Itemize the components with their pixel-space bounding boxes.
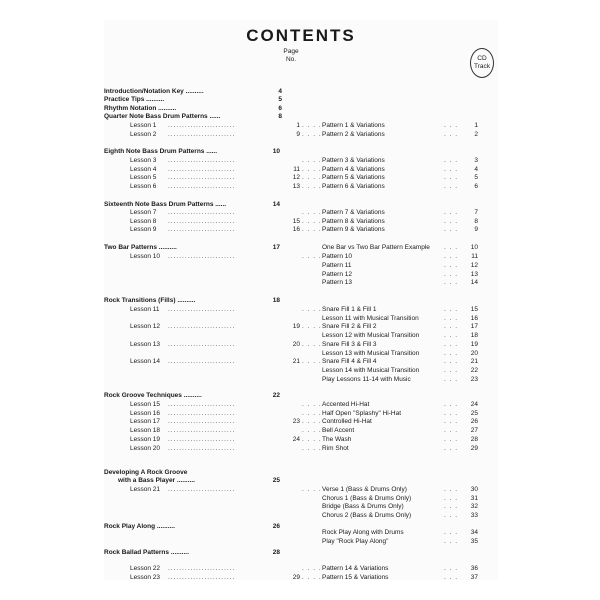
leader-dots: . . . . — [302, 122, 322, 129]
lesson-label: Lesson 10 — [130, 253, 160, 260]
cd-track-number: 30 — [470, 486, 478, 493]
cd-track-number: 3 — [474, 157, 478, 164]
track-title: Pattern 4 & Variations — [322, 166, 385, 173]
lesson-page-number: 16 — [292, 226, 300, 233]
leader-dots: . . . — [444, 376, 459, 383]
leader-dots: . . . — [444, 157, 459, 164]
toc-row — [104, 331, 498, 340]
section-label: Rock Transitions (Fills) .......... — [104, 297, 196, 304]
cd-track-number: 20 — [470, 350, 478, 357]
track-title: Half Open "Splashy" Hi-Hat — [322, 410, 402, 417]
lesson-label: Lesson 23 — [130, 574, 160, 580]
cd-track-number: 1 — [474, 122, 478, 129]
leader-dots: . . . — [444, 131, 459, 138]
leader-dots: . . . — [444, 486, 459, 493]
leader-dots: . . . . — [302, 306, 322, 313]
track-title: Pattern 14 & Variations — [322, 565, 389, 572]
cd-track-number: 37 — [470, 574, 478, 580]
leader-dots: ........................ — [168, 574, 236, 580]
page-header-line2: No. — [285, 56, 297, 63]
cd-track-number: 6 — [474, 183, 478, 190]
leader-dots: . . . . — [302, 427, 322, 434]
leader-dots: ........................ — [168, 253, 236, 260]
cd-track-number: 8 — [474, 218, 478, 225]
lesson-label: Lesson 5 — [130, 174, 157, 181]
track-title: Lesson 12 with Musical Transition — [322, 332, 420, 339]
track-title: Snare Fill 4 & Fill 4 — [322, 358, 377, 365]
track-title: Chorus 1 (Bass & Drums Only) — [322, 495, 412, 502]
toc-row — [104, 357, 498, 366]
section-page-number: 5 — [278, 96, 282, 103]
leader-dots: . . . . — [302, 574, 322, 580]
page-number-header — [280, 48, 302, 64]
cd-track-number: 25 — [470, 410, 478, 417]
track-title: The Wash — [322, 436, 352, 443]
track-title: Snare Fill 3 & Fill 3 — [322, 341, 377, 348]
lesson-page-number: 20 — [292, 341, 300, 348]
section-label: Practice Tips .......... — [104, 96, 165, 103]
section-page-number: 26 — [272, 523, 280, 530]
cd-track-number: 27 — [470, 427, 478, 434]
section-page-number: 6 — [278, 105, 282, 112]
lesson-label: Lesson 4 — [130, 166, 157, 173]
leader-dots: . . . — [444, 262, 459, 269]
cd-track-number: 23 — [470, 376, 478, 383]
track-title: Pattern 12 — [322, 271, 352, 278]
leader-dots: . . . — [444, 538, 459, 545]
leader-dots: . . . . — [302, 183, 322, 190]
section-page-number: 10 — [272, 148, 280, 155]
lesson-label: Lesson 18 — [130, 427, 160, 434]
track-title: Snare Fill 1 & Fill 1 — [322, 306, 377, 313]
toc-row — [104, 511, 498, 520]
track-title: Pattern 7 & Variations — [322, 209, 385, 216]
track-title: Lesson 11 with Musical Transition — [322, 315, 419, 322]
lesson-page-number: 11 — [293, 166, 300, 173]
leader-dots: . . . . — [302, 565, 322, 572]
lesson-label: Lesson 19 — [130, 436, 160, 443]
cd-track-number: 21 — [470, 358, 478, 365]
leader-dots: . . . . — [302, 209, 322, 216]
leader-dots: . . . — [444, 574, 459, 580]
section-heading — [104, 296, 498, 305]
cd-track-number: 22 — [470, 367, 478, 374]
leader-dots: . . . — [444, 271, 459, 278]
cd-track-number: 35 — [470, 538, 478, 545]
cd-track-number: 14 — [470, 279, 478, 286]
leader-dots: . . . . — [302, 323, 322, 330]
leader-dots: ........................ — [168, 486, 236, 493]
leader-dots: . . . . — [302, 341, 322, 348]
leader-dots: ........................ — [168, 183, 236, 190]
leader-dots: ........................ — [168, 358, 236, 365]
leader-dots: ........................ — [168, 226, 236, 233]
toc-row — [104, 173, 498, 182]
cd-track-number: 16 — [470, 315, 478, 322]
section-label: Rock Groove Techniques .......... — [104, 392, 202, 399]
lesson-label: Lesson 14 — [130, 358, 160, 365]
section-page-number: 28 — [272, 549, 280, 556]
page-title: CONTENTS — [246, 26, 356, 45]
page-header-line1: Page — [283, 48, 299, 55]
leader-dots: . . . — [444, 218, 459, 225]
leader-dots: ........................ — [168, 174, 236, 181]
leader-dots: . . . — [444, 418, 459, 425]
lesson-page-number: 21 — [292, 358, 300, 365]
leader-dots: . . . — [444, 367, 459, 374]
lesson-label: Lesson 16 — [130, 410, 160, 417]
leader-dots: . . . . — [302, 166, 322, 173]
track-title: Pattern 15 & Variations — [322, 574, 389, 580]
leader-dots: . . . — [444, 495, 459, 502]
leader-dots: ........................ — [168, 157, 236, 164]
section-label: with a Bass Player .......... — [118, 477, 195, 484]
leader-dots: ........................ — [168, 418, 236, 425]
lesson-label: Lesson 22 — [130, 565, 160, 572]
lesson-page-number: 12 — [292, 174, 300, 181]
lesson-label: Lesson 21 — [130, 486, 160, 493]
track-title: Pattern 8 & Variations — [322, 218, 385, 225]
track-title: Pattern 1 & Variations — [322, 122, 385, 129]
leader-dots: . . . — [444, 358, 459, 365]
track-title: Play "Rock Play Along" — [322, 538, 389, 545]
leader-dots: . . . — [444, 529, 459, 536]
leader-dots: ........................ — [168, 341, 236, 348]
leader-dots: . . . . — [302, 253, 322, 260]
section-label: Two Bar Patterns .......... — [104, 244, 177, 251]
cd-track-number: 24 — [470, 401, 478, 408]
lesson-label: Lesson 17 — [130, 418, 160, 425]
cd-track-number: 11 — [471, 253, 478, 260]
leader-dots: ........................ — [168, 427, 236, 434]
section-label: Eighth Note Bass Drum Patterns ...... — [104, 148, 218, 155]
leader-dots: . . . . — [302, 401, 322, 408]
toc-row — [104, 278, 498, 287]
cd-track-number: 4 — [474, 166, 478, 173]
lesson-label: Lesson 2 — [130, 131, 157, 138]
leader-dots: . . . . — [302, 445, 322, 452]
leader-dots: ........................ — [168, 218, 236, 225]
cd-track-number: 26 — [470, 418, 478, 425]
leader-dots: . . . . — [302, 418, 322, 425]
leader-dots: . . . — [444, 445, 459, 452]
toc-row — [104, 537, 498, 546]
leader-dots: ........................ — [168, 323, 236, 330]
leader-dots: ........................ — [168, 445, 236, 452]
toc-row — [104, 366, 498, 375]
leader-dots: . . . — [444, 209, 459, 216]
leader-dots: . . . — [444, 410, 459, 417]
leader-dots: . . . . — [302, 218, 322, 225]
toc-row — [104, 417, 498, 426]
lesson-label: Lesson 13 — [130, 341, 160, 348]
toc-row — [104, 322, 498, 331]
leader-dots: . . . — [444, 174, 459, 181]
toc-row — [104, 340, 498, 349]
lesson-page-number: 29 — [292, 574, 300, 580]
leader-dots: ........................ — [168, 209, 236, 216]
leader-dots: . . . — [444, 226, 459, 233]
toc-row — [104, 502, 498, 511]
lesson-page-number: 9 — [296, 131, 300, 138]
toc-row — [104, 435, 498, 444]
toc-row — [104, 573, 498, 580]
leader-dots: ........................ — [168, 131, 236, 138]
section-page-number: 22 — [272, 392, 280, 399]
section-page-number: 14 — [272, 201, 280, 208]
leader-dots: . . . — [444, 401, 459, 408]
leader-dots: . . . . — [302, 131, 322, 138]
track-title: Pattern 2 & Variations — [322, 131, 385, 138]
track-title: One Bar vs Two Bar Pattern Example — [322, 244, 430, 251]
toc-row — [104, 208, 498, 217]
leader-dots: . . . — [444, 565, 459, 572]
lesson-label: Lesson 1 — [130, 122, 157, 129]
toc-row — [104, 375, 498, 384]
leader-dots: . . . — [444, 315, 459, 322]
leader-dots: . . . — [444, 183, 459, 190]
toc-row — [104, 564, 498, 573]
leader-dots: ........................ — [168, 166, 236, 173]
cd-track-number: 5 — [474, 174, 478, 181]
leader-dots: . . . — [444, 341, 459, 348]
lesson-label: Lesson 7 — [130, 209, 157, 216]
section-page-number: 8 — [278, 113, 282, 120]
leader-dots: ........................ — [168, 565, 236, 572]
toc-row — [104, 243, 498, 252]
lesson-label: Lesson 3 — [130, 157, 157, 164]
track-title: Play Lessons 11-14 with Music — [322, 376, 411, 383]
cd-track-number: 33 — [470, 512, 478, 519]
section-label: Introduction/Notation Key .......... — [104, 88, 204, 95]
leader-dots: . . . — [444, 244, 459, 251]
track-title: Bell Accent — [322, 427, 355, 434]
track-title: Pattern 9 & Variations — [322, 226, 385, 233]
track-title: Pattern 5 & Variations — [322, 174, 385, 181]
track-title: Rock Play Along with Drums — [322, 529, 404, 536]
leader-dots: . . . — [444, 122, 459, 129]
track-title: Lesson 13 with Musical Transition — [322, 350, 420, 357]
cd-track-header — [470, 48, 494, 78]
track-title: Snare Fill 2 & Fill 2 — [322, 323, 377, 330]
cd-header-line1: CD — [477, 55, 487, 62]
track-title: Pattern 11 — [322, 262, 352, 269]
section-heading — [104, 95, 498, 104]
lesson-label: Lesson 6 — [130, 183, 157, 190]
section-label: Quarter Note Bass Drum Patterns ...... — [104, 113, 221, 120]
section-heading — [104, 548, 498, 557]
section-heading — [104, 147, 498, 156]
toc-row — [104, 225, 498, 234]
track-title: Pattern 3 & Variations — [322, 157, 385, 164]
track-title: Pattern 10 — [322, 253, 352, 260]
lesson-page-number: 13 — [292, 183, 300, 190]
section-page-number: 4 — [278, 88, 282, 95]
leader-dots: . . . — [444, 253, 459, 260]
leader-dots: ........................ — [168, 410, 236, 417]
leader-dots: . . . . — [302, 358, 322, 365]
cd-track-number: 34 — [470, 529, 478, 536]
toc-row — [104, 130, 498, 139]
track-title: Bridge (Bass & Drums Only) — [322, 503, 404, 510]
contents-page — [104, 20, 498, 580]
toc-row — [104, 156, 498, 165]
section-heading — [104, 112, 498, 121]
leader-dots: . . . — [444, 512, 459, 519]
track-title: Lesson 14 with Musical Transition — [322, 367, 420, 374]
leader-dots: . . . — [444, 306, 459, 313]
cd-track-number: 15 — [470, 306, 478, 313]
leader-dots: . . . — [444, 332, 459, 339]
leader-dots: ........................ — [168, 122, 236, 129]
cd-track-number: 18 — [470, 332, 478, 339]
cd-header-line2: Track — [473, 63, 490, 70]
toc-row — [104, 444, 498, 453]
leader-dots: . . . — [444, 436, 459, 443]
leader-dots: . . . — [444, 350, 459, 357]
track-title: Verse 1 (Bass & Drums Only) — [322, 486, 407, 493]
leader-dots: . . . . — [302, 226, 322, 233]
cd-track-number: 7 — [474, 209, 478, 216]
lesson-page-number: 1 — [296, 122, 300, 129]
toc-row — [104, 305, 498, 314]
leader-dots: . . . . — [302, 410, 322, 417]
cd-track-number: 31 — [470, 495, 478, 502]
leader-dots: . . . — [444, 503, 459, 510]
toc-row — [104, 528, 498, 537]
lesson-page-number: 23 — [292, 418, 300, 425]
lesson-label: Lesson 11 — [130, 306, 160, 313]
lesson-page-number: 15 — [292, 218, 300, 225]
toc-row — [104, 261, 498, 270]
section-page-number: 18 — [272, 297, 280, 304]
leader-dots: . . . — [444, 279, 459, 286]
toc-row — [104, 252, 498, 261]
leader-dots: ........................ — [168, 401, 236, 408]
toc-row — [104, 485, 498, 494]
section-label: Rock Play Along .......... — [104, 523, 175, 530]
lesson-label: Lesson 8 — [130, 218, 157, 225]
leader-dots: . . . . — [302, 486, 322, 493]
toc-row — [104, 400, 498, 409]
section-label: Sixteenth Note Bass Drum Patterns ...... — [104, 201, 227, 208]
leader-dots: . . . . — [302, 436, 322, 443]
track-title: Accented Hi-Hat — [322, 401, 370, 408]
lesson-label: Lesson 15 — [130, 401, 160, 408]
cd-track-number: 28 — [470, 436, 478, 443]
cd-track-number: 12 — [470, 262, 478, 269]
track-title: Pattern 13 — [322, 279, 352, 286]
leader-dots: ........................ — [168, 436, 236, 443]
lesson-label: Lesson 12 — [130, 323, 160, 330]
lesson-label: Lesson 20 — [130, 445, 160, 452]
leader-dots: . . . — [444, 323, 459, 330]
cd-track-number: 9 — [474, 226, 478, 233]
section-heading — [104, 476, 498, 485]
leader-dots: . . . — [444, 166, 459, 173]
section-label: Rock Ballad Patterns .......... — [104, 549, 189, 556]
section-label: Rhythm Notation .......... — [104, 105, 177, 112]
section-page-number: 17 — [272, 244, 280, 251]
leader-dots: . . . — [444, 427, 459, 434]
toc-row — [104, 121, 498, 130]
cd-track-number: 19 — [470, 341, 478, 348]
track-title: Controlled Hi-Hat — [322, 418, 372, 425]
cd-track-number: 10 — [470, 244, 478, 251]
track-title: Pattern 6 & Variations — [322, 183, 385, 190]
toc-row — [104, 182, 498, 191]
section-heading — [104, 391, 498, 400]
cd-track-number: 36 — [470, 565, 478, 572]
lesson-label: Lesson 9 — [130, 226, 157, 233]
cd-track-number: 29 — [470, 445, 478, 452]
leader-dots: ........................ — [168, 306, 236, 313]
cd-track-number: 32 — [470, 503, 478, 510]
lesson-page-number: 24 — [292, 436, 300, 443]
lesson-page-number: 19 — [292, 323, 300, 330]
section-label: Developing A Rock Groove — [104, 469, 188, 476]
track-title: Chorus 2 (Bass & Drums Only) — [322, 512, 412, 519]
track-title: Rim Shot — [322, 445, 349, 452]
cd-track-number: 2 — [474, 131, 478, 138]
cd-track-number: 17 — [470, 323, 478, 330]
toc-row — [104, 426, 498, 435]
cd-track-number: 13 — [470, 271, 478, 278]
leader-dots: . . . . — [302, 157, 322, 164]
leader-dots: . . . . — [302, 174, 322, 181]
section-page-number: 25 — [272, 477, 280, 484]
